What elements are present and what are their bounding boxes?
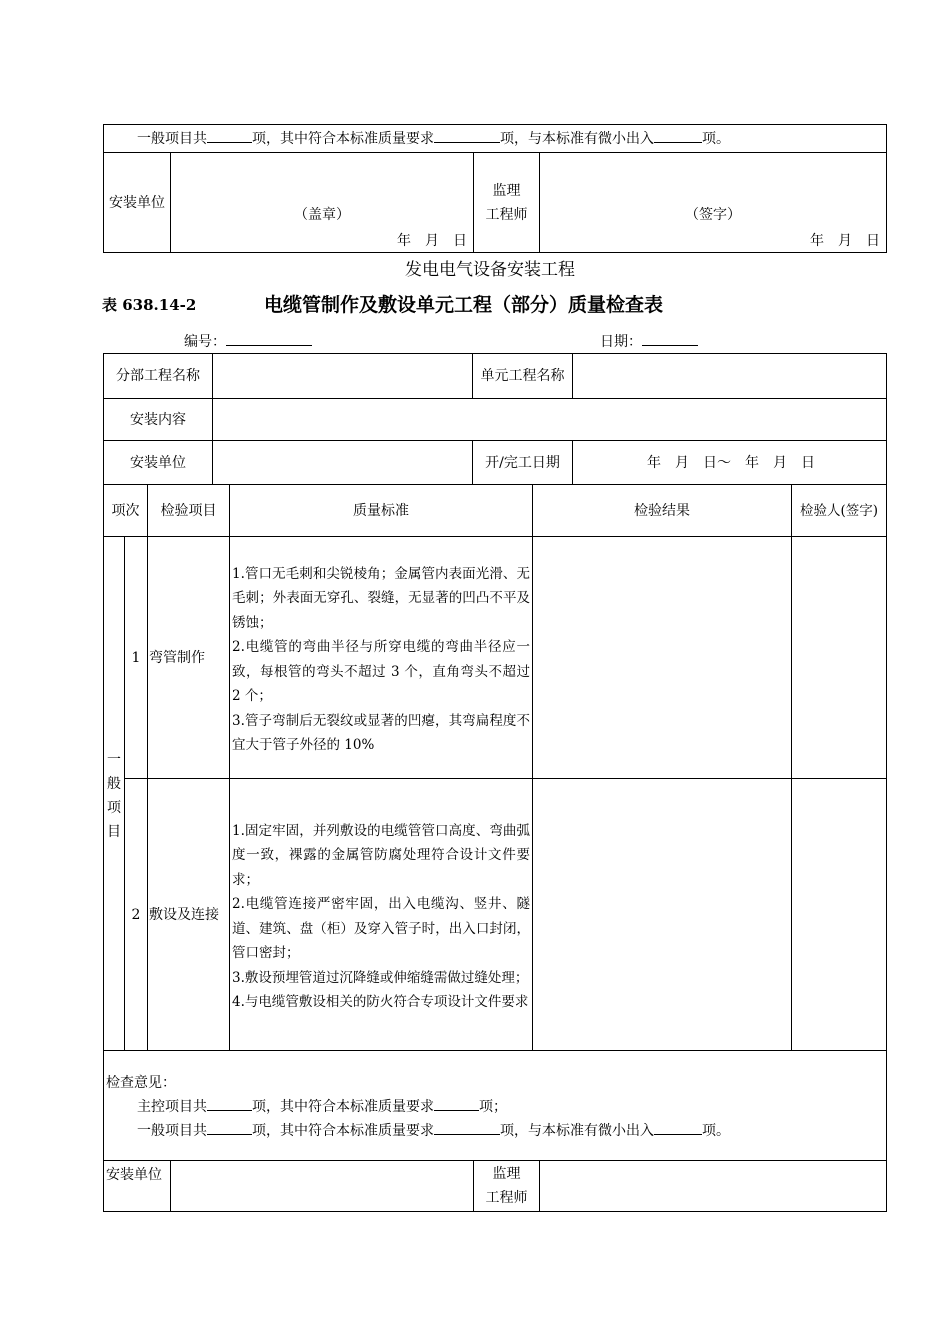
content-value [213, 399, 887, 441]
col-standard-header: 质量标准 [230, 485, 533, 537]
col-inspector-header: 检验人(签字) [792, 485, 887, 537]
date-blank [642, 331, 698, 346]
install-unit-label: 安装单位 [104, 441, 213, 485]
row-number: 1 [125, 537, 148, 779]
section-title: 发电电气设备安装工程 [405, 260, 575, 280]
division-label: 分部工程名称 [104, 354, 213, 399]
table-row [104, 779, 887, 1051]
bottom-install-unit-label: 安装单位 [104, 1161, 171, 1212]
row-standard: 1.固定牢固，并列敷设的电缆管管口高度、弯曲弧度一致，裸露的金属管防腐处理符合设计文件要求； 2.电缆管连接严密牢固，出入电缆沟、竖井、隧道、建筑、盘（柜）及穿入管子时，出入口封闭，管口密封； 3.敷设预埋管道过沉降缝或伸缩缝需做过缝处理； 4.与电缆管敷设相关的防火符合专项设计文件要求 [230, 779, 533, 1051]
blank-field [654, 1120, 702, 1135]
division-value [213, 354, 473, 399]
bottom-supervisor-label: 监理 工程师 [474, 1161, 540, 1212]
header-info-table [103, 353, 887, 485]
col-item-header: 检验项目 [148, 485, 230, 537]
blank-field [207, 1096, 252, 1111]
table-number: 表 638.14-2 [102, 296, 197, 314]
row-inspector [792, 779, 887, 1051]
opinion-table [103, 1050, 887, 1212]
install-unit-value [213, 441, 473, 485]
top-supervisor-label: 监理 工程师 [474, 153, 540, 253]
content-label: 安装内容 [104, 399, 213, 441]
col-result-header: 检验结果 [533, 485, 792, 537]
code-blank [226, 331, 312, 346]
blank-field [434, 1120, 500, 1135]
date-range-label: 开/完工日期 [473, 441, 573, 485]
blank-field [207, 1120, 252, 1135]
row-item: 弯管制作 [148, 537, 230, 779]
table-title: 电缆管制作及敷设单元工程（部分）质量检查表 [264, 294, 664, 316]
row-standard: 1.管口无毛刺和尖锐棱角；金属管内表面光滑、无毛刺；外表面无穿孔、裂缝，无显著的凹凸不平及锈蚀； 2.电缆管的弯曲半径与所穿电缆的弯曲半径应一致，每根管的弯头不超过 3 个，直角弯头不超过 2 个； 3.管子弯制后无裂纹或显著的凹瘪，其弯扁程度不宜大于管子外径的 10% [230, 537, 533, 779]
bottom-supervisor-value [540, 1161, 887, 1212]
top-fragment-table [103, 124, 887, 253]
top-install-unit-label: 安装单位 [104, 153, 171, 253]
date-field: 日期： [600, 331, 698, 351]
blank-field [207, 128, 252, 143]
group-label [104, 537, 125, 1051]
blank-field [434, 1096, 479, 1111]
code-field: 编号： [184, 331, 312, 351]
top-seal-cell [171, 153, 474, 253]
sign-text: （签字） [685, 207, 741, 223]
table-row [104, 537, 887, 779]
blank-field [434, 128, 500, 143]
sign-date: 年 月 日 [810, 233, 880, 249]
row-item: 敷设及连接 [148, 779, 230, 1051]
row-result [533, 779, 792, 1051]
row-inspector [792, 537, 887, 779]
col-seq-header: 项次 [104, 485, 148, 537]
unit-label: 单元工程名称 [473, 354, 573, 399]
row-number: 2 [125, 779, 148, 1051]
bottom-install-unit-value [171, 1161, 474, 1212]
unit-value [573, 354, 887, 399]
opinion-cell [104, 1051, 887, 1161]
opinion-general-line: 一般项目共 项，其中符合本标准质量要求 项，与本标准有微小出入 项。 [104, 1119, 886, 1143]
blank-field [654, 128, 702, 143]
seal-date: 年 月 日 [397, 233, 467, 249]
group-label-vertical: 一般项目 [107, 751, 121, 840]
row-result [533, 537, 792, 779]
top-general-line: 一般项目共 项，其中符合本标准质量要求 项，与本标准有微小出入 项。 [104, 125, 887, 153]
opinion-main-line: 主控项目共 项，其中符合本标准质量要求 项； [104, 1095, 886, 1119]
seal-text: （盖章） [294, 207, 350, 223]
inspection-table [103, 484, 887, 1051]
date-range-value: 年 月 日～ 年 月 日 [573, 441, 887, 485]
opinion-label: 检查意见： [106, 1075, 176, 1091]
top-sign-cell [540, 153, 887, 253]
